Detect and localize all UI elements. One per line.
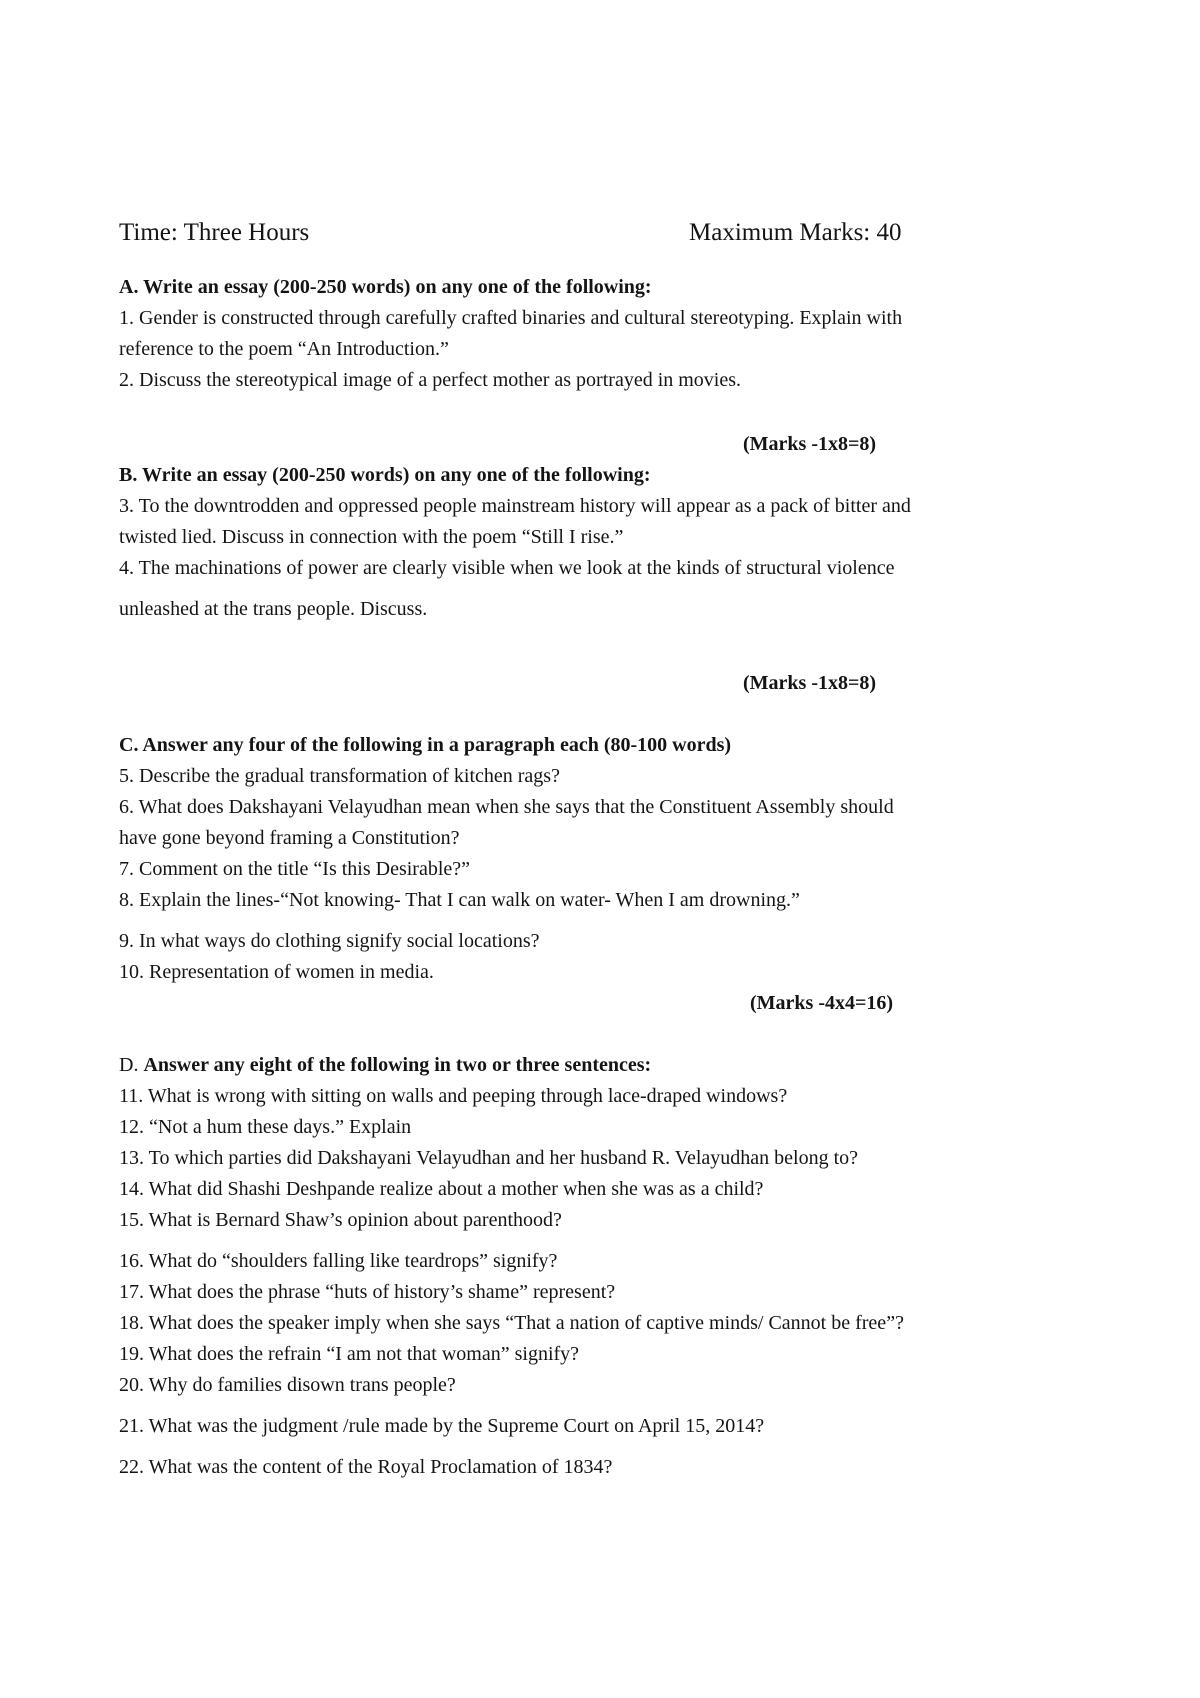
section-a-heading: A. Write an essay (200-250 words) on any one of the following: [119, 276, 652, 298]
section-b-marks: (Marks -1x8=8) [743, 672, 877, 694]
section-b-heading: B. Write an essay (200-250 words) on any one of the following: [119, 464, 651, 486]
question-6-line-2: have gone beyond framing a Constitution? [119, 827, 460, 849]
question-12: 12. “Not a hum these days.” Explain [119, 1116, 412, 1138]
question-15: 15. What is Bernard Shaw’s opinion about parenthood? [119, 1209, 562, 1231]
question-21: 21. What was the judgment /rule made by the Supreme Court on April 15, 2014? [119, 1415, 765, 1437]
question-1-line-2: reference to the poem “An Introduction.” [119, 338, 449, 360]
section-c-heading: C. Answer any four of the following in a paragraph each (80-100 words) [119, 734, 732, 756]
question-4-line-2: unleashed at the trans people. Discuss. [119, 598, 428, 620]
question-4-line-1: 4. The machinations of power are clearly visible when we look at the kinds of structural violence [119, 557, 895, 579]
question-5: 5. Describe the gradual transformation of kitchen rags? [119, 765, 560, 787]
section-d-heading-text: Answer any eight of the following in two or three sentences: [143, 1054, 652, 1076]
question-3-line-1: 3. To the downtrodden and oppressed people mainstream history will appear as a pack of bitter and [119, 495, 911, 517]
question-19: 19. What does the refrain “I am not that woman” signify? [119, 1343, 580, 1365]
question-7: 7. Comment on the title “Is this Desirable?” [119, 858, 471, 880]
question-3-line-2: twisted lied. Discuss in connection with the poem “Still I rise.” [119, 526, 624, 548]
question-8: 8. Explain the lines-“Not knowing- That I can walk on water- When I am drowning.” [119, 889, 800, 911]
question-11: 11. What is wrong with sitting on walls and peeping through lace-draped windows? [119, 1085, 788, 1107]
question-1-line-1: 1. Gender is constructed through carefully crafted binaries and cultural stereotyping. Explain with [119, 307, 903, 329]
question-20: 20. Why do families disown trans people? [119, 1374, 456, 1396]
question-13: 13. To which parties did Dakshayani Velayudhan and her husband R. Velayudhan belong to? [119, 1147, 859, 1169]
question-14: 14. What did Shashi Deshpande realize about a mother when she was as a child? [119, 1178, 764, 1200]
question-2: 2. Discuss the stereotypical image of a perfect mother as portrayed in movies. [119, 369, 742, 391]
question-22: 22. What was the content of the Royal Proclamation of 1834? [119, 1456, 613, 1478]
question-18: 18. What does the speaker imply when she says “That a nation of captive minds/ Cannot be free”? [119, 1312, 904, 1334]
section-a-marks: (Marks -1x8=8) [743, 433, 877, 455]
question-9: 9. In what ways do clothing signify social locations? [119, 930, 540, 952]
section-d-heading [119, 1053, 651, 1077]
section-d-letter: D. [119, 1054, 139, 1076]
max-marks-label: Maximum Marks: 40 [689, 219, 902, 246]
question-6-line-1: 6. What does Dakshayani Velayudhan mean when she says that the Constituent Assembly should [119, 796, 894, 818]
question-10: 10. Representation of women in media. [119, 961, 434, 983]
section-c-marks: (Marks -4x4=16) [750, 992, 894, 1014]
time-label: Time: Three Hours [119, 219, 310, 246]
question-16: 16. What do “shoulders falling like teardrops” signify? [119, 1250, 558, 1272]
question-17: 17. What does the phrase “huts of history’s shame” represent? [119, 1281, 616, 1303]
